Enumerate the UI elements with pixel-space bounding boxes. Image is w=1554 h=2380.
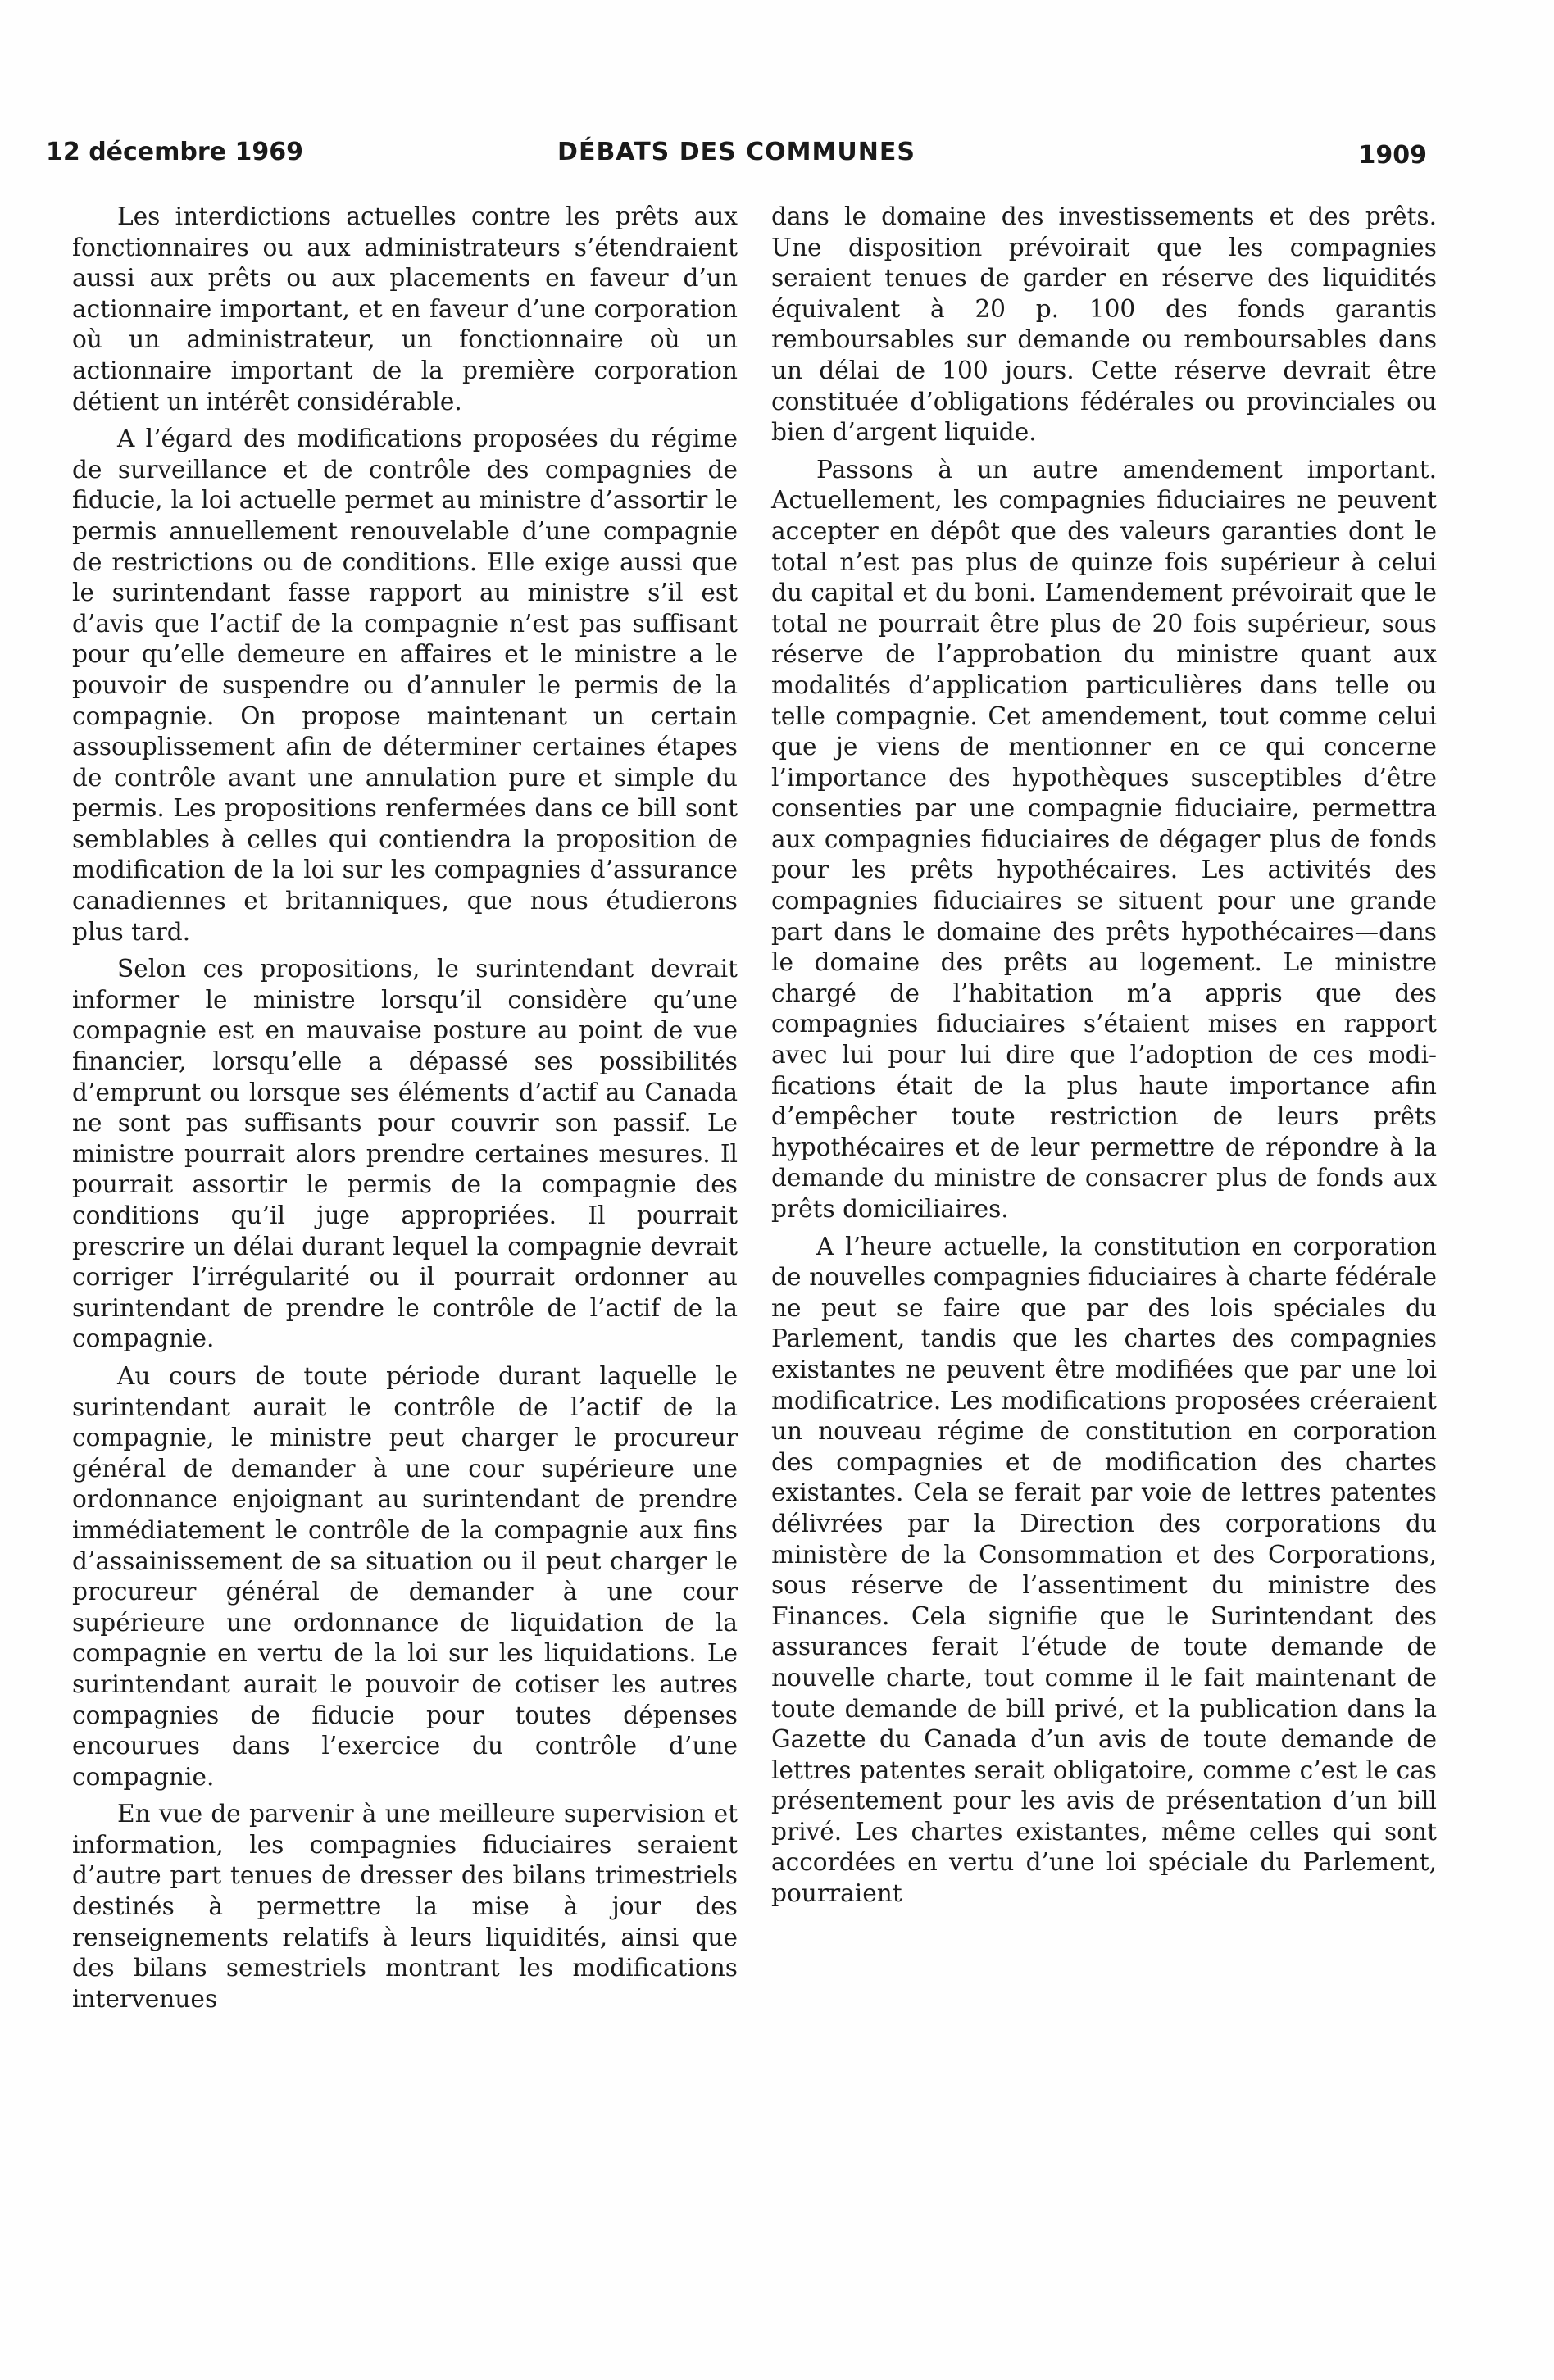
paragraph: Les interdictions actuelles contre les prêts aux fonctionnaires ou aux administrateurs s’étendraient aussi aux prêts ou aux placements en faveur d’un actionnaire important, et en faveur d’une corporation où un administrateur, un fonctionnaire où un actionnaire important de la première corporation détient un intérêt considérable.	[72, 202, 738, 416]
paragraph: Selon ces propositions, le surintendant devrait informer le ministre lorsqu’il considère qu’une compagnie est en mauvaise posture au point de vue financier, lorsqu’elle a dépassé ses possibilités d’emprunt ou lorsque ses éléments d’actif au Canada ne sont pas suffisants pour couvrir son passif. Le ministre pourrait alors prendre certaines mesures. Il pourrait assortir le permis de la compagnie des conditions qu’il juge appropriées. Il pourrait prescrire un délai durant lequel la compagnie devrait corriger l’irrégularité ou il pourrait ordonner au surintendant de prendre le contrôle de l’actif de la compagnie.	[72, 955, 738, 1353]
header-date: 12 décembre 1969	[46, 138, 303, 166]
paragraph: Au cours de toute période durant laquelle le surintendant aurait le contrôle de l’actif de la compagnie, le ministre peut charger le procureur général de demander à une cour supérieure une ordonnance enjoignant au surintendant de prendre immédiatement le contrôle de la compagnie aux fins d’assainissement de sa situation ou il peut charger le procureur général de demander à une cour supérieure une ordonnance de liquidation de la compagnie en vertu de la loi sur les liquidations. Le surintendant aurait le pouvoir de cotiser les autres compagnies de fiducie pour toutes dépenses encourues dans l’exercice du contrôle d’une compagnie.	[72, 1361, 738, 1791]
header-title: DÉBATS DES COMMUNES	[557, 138, 916, 166]
paragraph: A l’égard des modifications proposées du régime de surveillance et de contrôle des compagnies de fiducie, la loi actuelle permet au ministre d’assortir le permis annuellement renouvelable d’une compagnie de restrictions ou de conditions. Elle exige aussi que le surintendant fasse rapport au ministre s’il est d’avis que l’actif de la compagnie n’est pas suffisant pour qu’elle demeure en affaires et le ministre a le pouvoir de suspendre ou d’annuler le permis de la compagnie. On propose maintenant un certain assouplissement afin de déterminer certaines étapes de contrôle avant une annulation pure et simple du permis. Les propositions renfermées dans ce bill sont semblables à celles qui contiendra la proposition de modification de la loi sur les compagnies d’assurance canadiennes et britanniques, que nous étudierons plus tard.	[72, 425, 738, 946]
left-column	[72, 202, 738, 2021]
page-number: 1909	[1358, 141, 1427, 170]
paragraph-continuation: dans le domaine des investissements et des prêts. Une disposition prévoirait que les compagnies seraient tenues de garder en réserve des liquidités équivalent à 20 p. 100 des fonds garantis remboursables sur demande ou remboursables dans un délai de 100 jours. Cette réserve devrait être constituée d’obligations fédérales ou provinciales ou bien d’argent liquide.	[771, 202, 1437, 447]
page-header	[46, 138, 1427, 174]
paragraph: En vue de parvenir à une meilleure supervision et information, les compagnies fiduciaires seraient d’autre part tenues de dresser des bilans trimestriels destinés à permettre la mise à jour des renseignements relatifs à leurs liquidités, ainsi que des bilans semestriels montrant les modifications intervenues	[72, 1800, 738, 2013]
paragraph: A l’heure actuelle, la constitution en corporation de nouvelles compagnies fiduciaires à charte fédérale ne peut se faire que par des lois spéciales du Parlement, tandis que les chartes des compagnies existantes ne peuvent être modifiées que par une loi modificatrice. Les modifications proposées créeraient un nouveau régime de constitution en corporation des compagnies et de modification des chartes existantes. Cela se ferait par voie de lettres patentes délivrées par la Direction des corporations du ministère de la Consommation et des Corporations, sous réserve de l’assentiment du ministre des Finances. Cela signifie que le Surintendant des assurances ferait l’étude de toute demande de nouvelle charte, tout comme il le fait maintenant de toute demande de bill privé, et la publication dans la Gazette du Canada d’un avis de toute demande de lettres patentes serait obligatoire, comme c’est le cas présentement pour les avis de présentation d’un bill privé. Les chartes existantes, même celles qui sont accordées en vertu d’une loi spéciale du Parlement, pourraient	[771, 1232, 1437, 1908]
right-column	[771, 202, 1437, 1916]
paragraph: Passons à un autre amendement important. Actuellement, les compagnies fiduciaires ne peuvent accepter en dépôt que des valeurs garanties dont le total n’est pas plus de quinze fois supérieur à celui du capital et du boni. L’amendement prévoirait que le total ne pourrait être plus de 20 fois supérieur, sous réserve de l’approbation du ministre quant aux modalités d’application particulières dans telle ou telle compagnie. Cet amendement, tout comme celui que je viens de mentionner en ce qui concerne l’importance des hypothèques susceptibles d’être consenties par une compagnie fiduciaire, permettra aux compagnies fiduciaires de dégager plus de fonds pour les prêts hypothécaires. Les activités des compagnies fiduciaires se situent pour une grande part dans le domaine des prêts hypothécaires—dans le domaine des prêts au logement. Le ministre chargé de l’habitation m’a appris que des compagnies fiduciaires s’étaient mises en rapport avec lui pour lui dire que l’adoption de ces modifications était de la plus haute importance afin d’empêcher toute restriction de leurs prêts hypothécaires et de leur permettre de répondre à la demande du ministre de consacrer plus de fonds aux prêts domiciliaires.	[771, 455, 1437, 1223]
